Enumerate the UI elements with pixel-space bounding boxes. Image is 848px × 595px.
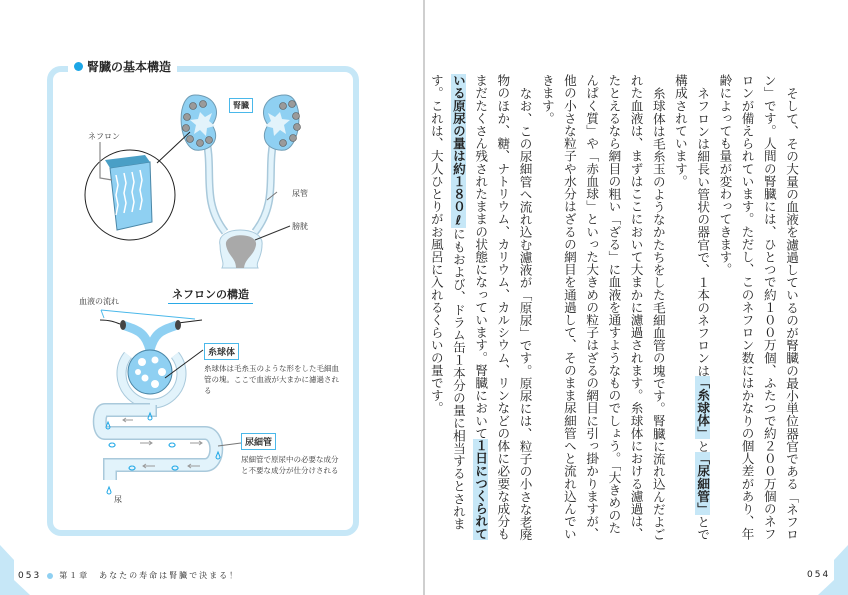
paragraph <box>669 74 713 544</box>
text-segment: と <box>695 439 711 453</box>
label-ureter: 尿管 <box>292 189 308 198</box>
highlight-tubule: 「尿細管」 <box>695 452 711 516</box>
paragraph <box>425 74 536 544</box>
tubule-description: 尿細管で原尿中の必要な成分と不要な成分が仕分けされる <box>241 455 339 475</box>
highlight-glomerulus: 「糸球体」 <box>695 376 711 440</box>
body-text <box>425 74 802 544</box>
label-glomerulus: 糸球体 <box>204 343 239 360</box>
left-footer <box>18 570 239 581</box>
text-segment: 糸球体は毛糸玉のようなかたちをした毛細血管の塊です。腎臓に流れ込んだよごれた血液は、まずはここにおいて大まかに濾過されます。糸球体における濾過は、たとえるなら網目の粗い「ざる」に血液を通すようなものでしょう。「大きめのたんぱく質」や「赤血球」といった大きめの粒子はざるの網目に引っ掛かりますが、他の小さな粒子や水分はざるの網目を通過して、そのまま尿細管へと流れ込んでいきます。 <box>539 74 666 541</box>
page-number-right: 054 <box>807 570 831 580</box>
label-tubule: 尿細管 <box>241 433 276 450</box>
label-nephron: ネフロン <box>88 132 120 141</box>
text-segment: そして、その大量の血液を濾過しているのが腎臓の最小単位器官である「ネフロン」です。人間の腎臓には、ひとつで約１００万個、ふたつで約２００万個のネフロンが備えられています。ただし、このネフロン数にはかなりの個人差があり、年齢によっても量が変わってきます。 <box>717 74 799 541</box>
chapter-title: 第１章 あなたの寿命は腎臓で決まる！ <box>59 571 240 580</box>
figure-title-text: 腎臓の基本構造 <box>87 60 172 74</box>
paragraph <box>713 74 802 544</box>
label-blood-flow: 血液の流れ <box>79 297 119 306</box>
text-segment: にもおよび、ドラム缶１本分の量に相当するとされます。これは、大人ひとりがお風呂に入れるくらいの量です。 <box>428 74 466 531</box>
nephron-structure-title: ネフロンの構造 <box>168 286 253 304</box>
text-segment: なお、この尿細管へ流れ込む濾液が「原尿」です。原尿には、粒子の小さな老廃物のほか、糖、ナトリウム、カリウム、カルシウム、リンなどの体に必要な成分もまだたくさん残されたままの状態になっています。腎臓において <box>473 74 533 541</box>
page-number-left: 053 <box>18 570 42 581</box>
label-kidney: 腎臓 <box>229 98 253 113</box>
text-segment: ネフロンは細長い管状の器官で、１本のネフロンは <box>695 86 711 377</box>
text-segment: とで構成されています。 <box>672 74 711 541</box>
glomerulus-description: 糸球体は毛糸玉のような形をした毛細血管の塊。ここで血液が大まかに濾過される <box>204 364 339 395</box>
highlight-urine-volume: １日につくられている原尿の量は約１８０ℓ <box>450 74 489 541</box>
label-bladder: 膀胱 <box>292 222 308 231</box>
paragraph <box>536 74 669 544</box>
bullet-dot-icon <box>47 573 53 579</box>
label-urine: 尿 <box>114 495 122 504</box>
